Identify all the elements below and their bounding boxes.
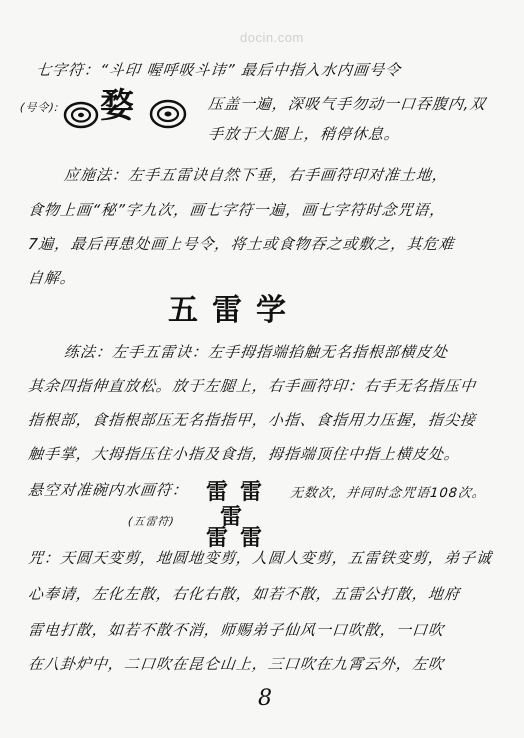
- thunder-char: 雷: [220, 504, 243, 530]
- thunder-char: 雷: [240, 479, 263, 505]
- text-line: 心奉请，左化左散，右化右散，如若不散，五雷公打散，地府: [27, 585, 461, 603]
- text-line: 手放于大腿上，稍停休息。: [207, 125, 401, 143]
- text-line: 在八卦炉中，二口吹在昆仑山上，三口吹在九霄云外，左吹: [27, 655, 445, 673]
- watermark: docin.com: [240, 30, 304, 45]
- text-line: 7遍，最后再患处画上号令，将土或食物吞之或敷之，其危难: [27, 235, 456, 253]
- thunder-char: 雷: [206, 479, 229, 505]
- text-line: 雷电打散，如若不散不消，师赐弟子仙风一口吹散，一口吹: [27, 621, 445, 639]
- text-line: 咒：天圆天变剪，地圆地变剪，人圆人变剪，五雷铁变剪，弟子诚: [27, 549, 493, 567]
- text-line: 食物上画“秘”字九次，画七字符一遍，画七字符时念咒语，: [27, 201, 447, 219]
- text-line: 七字符：“斗印 喔呼吸斗讳” 最后中指入水内画号令: [35, 61, 403, 79]
- thunder-char: 雷: [206, 525, 229, 551]
- talisman-label: (五雷符): [127, 515, 176, 528]
- section-title: 五雷学: [168, 293, 300, 328]
- haoling-label: (号令):: [19, 101, 61, 114]
- text-line: 指根部，食指根部压无名指指甲，小指、食指用力压握，指尖接: [27, 411, 477, 429]
- text-line: 练法：左手五雷诀：左手拇指端掐触无名指根部横皮处: [63, 343, 449, 361]
- text-line: 自解。: [27, 269, 77, 287]
- thunder-char: 雷: [240, 525, 263, 551]
- page-number: 8: [258, 686, 272, 711]
- spiral-seal-right-icon: [148, 98, 188, 130]
- talisman-glyph: 婺: [100, 86, 134, 126]
- text-line: 其余四指伸直放松。放于左腿上，右手画符印：右手无名指压中: [27, 377, 477, 395]
- text-line: 悬空对准碗内水画符：: [27, 481, 189, 499]
- spiral-seal-left-icon: [62, 100, 100, 130]
- text-line: 压盖一遍，深吸气手勿动一口吞腹内,双: [207, 95, 487, 113]
- text-line: 应施法：左手五雷诀自然下垂，右手画符印对准土地，: [63, 166, 449, 184]
- text-line: 触手掌，大拇指压住小指及食指，拇指端顶住中指上横皮处。: [27, 445, 461, 463]
- text-line: 无数次，并同时念咒语108次。: [289, 486, 487, 501]
